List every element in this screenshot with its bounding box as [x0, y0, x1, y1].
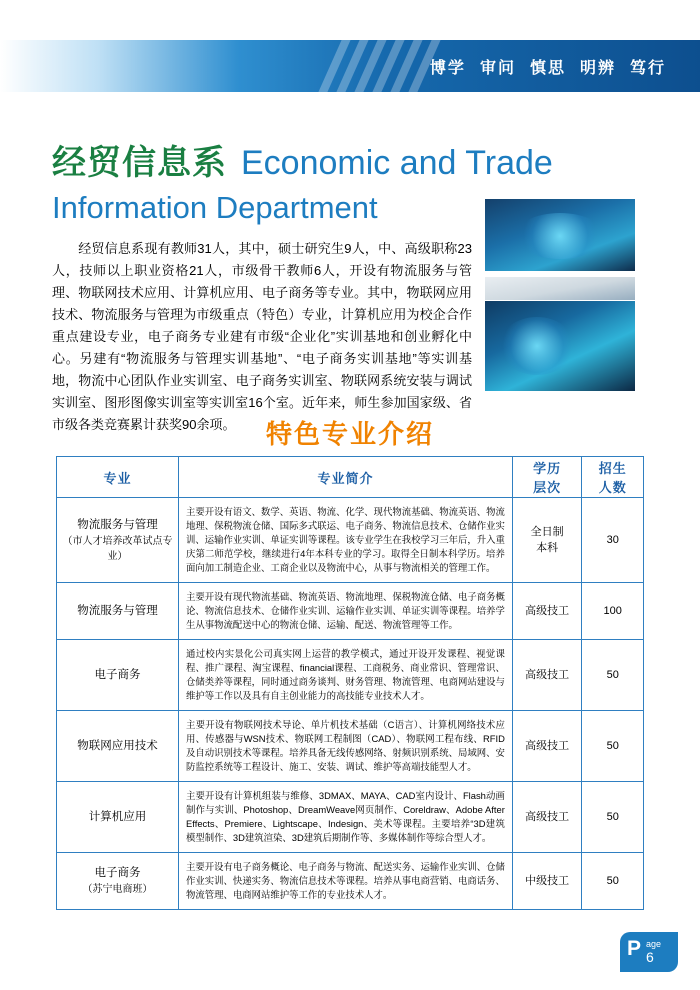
title-english-line2: Information Department	[52, 190, 378, 225]
table-header-count-line1: 招生	[598, 461, 627, 476]
row-count: 30	[582, 498, 644, 583]
page-badge-word: age	[646, 939, 662, 949]
page-header	[0, 40, 700, 92]
title-english-line1: Economic and Trade	[241, 144, 553, 182]
major-title: 物联网应用技术	[77, 739, 158, 752]
row-description: 通过校内实景化公司真实网上运营的教学模式，通过开设开发课程、视觉课程、推广课程、淘宝课程、financial课程、工商税务、商业常识、管理常识、仓储类养等课程，同时通过商务谈判、财务管理、物流管理、电商网站建设与维护等工作以及具有自主创业能力的高技能专业技术人才。	[179, 640, 513, 711]
photo-blue-display-room	[484, 300, 636, 392]
table-row	[57, 711, 644, 782]
title-line-1	[52, 140, 632, 186]
table-header-major: 专业	[57, 457, 179, 498]
row-major-name	[57, 583, 179, 640]
row-description: 主要开设有电子商务概论、电子商务与物流、配送实务、运输作业实训、仓储作业实训、快递实务、物流信息技术等课程。培养从事电商营销、电商话务、物流管理、电商网站维护等工作的专业技术人才。	[179, 853, 513, 910]
table-row	[57, 498, 644, 583]
table-header-row	[57, 457, 644, 498]
major-title: 物流服务与管理	[77, 604, 158, 617]
major-title: 计算机应用	[88, 810, 147, 823]
table-header-level-line2: 层次	[533, 480, 562, 495]
table-header-description: 专业简介	[179, 457, 513, 498]
title-chinese: 经贸信息系	[52, 144, 227, 182]
page-badge-letter: P	[627, 937, 642, 960]
major-subtitle: （苏宁电商班）	[82, 884, 153, 895]
table-row	[57, 583, 644, 640]
row-level-line1: 全日制	[530, 526, 564, 538]
row-major-name	[57, 640, 179, 711]
motto-word-3: 慎思	[529, 59, 566, 77]
row-count: 50	[582, 782, 644, 853]
row-count: 50	[582, 640, 644, 711]
table-header-count-line2: 人数	[598, 480, 627, 495]
majors-table	[56, 456, 644, 910]
table-row	[57, 782, 644, 853]
intro-text: 经贸信息系现有教师31人，其中，硕士研究生9人，中、高级职称23人，技师以上职业资格21人，市级骨干教师6人，开设有物流服务与管理、物联网技术应用、计算机应用、电子商务等专业。其中，物联网应用技术、物流服务与管理为市级重点（特色）专业，计算机应用为校企合作重点建设专业，电子商务专业建有市级“企业化”实训基地和创业孵化中心。另建有“物流服务与管理实训基地”、“电子商务实训基地”等实训基地，物流中心团队作业实训室、电子商务实训室、物联网系统安装与调试实训室、图形图像实训室等实训室16个室。近年来，师生参加国家级、省市级各类竞赛累计获奖90余项。	[52, 241, 472, 432]
department-introduction	[52, 238, 472, 436]
row-description: 主要开设有语文、数学、英语、物流、化学、现代物流基础、物流英语、物流地理、保税物流仓储、国际多式联运、电子商务、物流信息技术、仓储作业实训、运输作业实训、单证实训等课程。该专业学生在我校学习三年后，升入重庆第二师范学校，继续进行4年本科专业的学习。取得全日制本科学历。培养面向加工制造企业、工商企业以及物流中心，从事与物流相关的管理工作。	[179, 498, 513, 583]
row-level: 高级技工	[512, 782, 582, 853]
table-header-level-line1: 学历	[533, 461, 562, 476]
row-major-name	[57, 782, 179, 853]
section-heading-featured-majors: 特色专业介绍	[265, 419, 434, 449]
major-title: 电子商务	[94, 867, 141, 879]
row-description: 主要开设有现代物流基础、物流英语、物流地理、保税物流仓储、电子商务概论、物流信息技术、仓储作业实训、运输作业实训、单证实训等课程。培养学生从事物流配送中心的物流仓储、运输、配送、物流管理等工作。	[179, 583, 513, 640]
row-major-name	[57, 711, 179, 782]
major-title: 电子商务	[94, 668, 141, 681]
table-header-level	[512, 457, 582, 498]
row-count: 50	[582, 853, 644, 910]
row-level: 中级技工	[512, 853, 582, 910]
motto-word-4: 明辨	[579, 59, 616, 77]
row-major-name	[57, 498, 179, 583]
row-count: 50	[582, 711, 644, 782]
row-major-name	[57, 853, 179, 910]
header-motto	[430, 40, 666, 92]
row-level: 高级技工	[512, 711, 582, 782]
motto-word-2: 审问	[479, 59, 516, 77]
row-count: 100	[582, 583, 644, 640]
row-level: 高级技工	[512, 640, 582, 711]
page-badge-number: 6	[646, 949, 654, 965]
row-level	[512, 498, 582, 583]
table-header-count	[582, 457, 644, 498]
table-row	[57, 640, 644, 711]
major-title: 物流服务与管理	[77, 518, 158, 531]
majors-table-container	[56, 456, 644, 910]
table-row	[57, 853, 644, 910]
motto-word-1: 博学	[429, 59, 466, 77]
row-level: 高级技工	[512, 583, 582, 640]
major-subtitle: （市人才培养改革试点专业）	[62, 535, 173, 562]
motto-word-5: 笃行	[629, 59, 666, 77]
page-number-badge	[620, 932, 678, 972]
photo-exhibition-hall	[484, 198, 636, 272]
row-level-line2: 本科	[536, 542, 559, 554]
row-description: 主要开设有计算机组装与维修、3DMAX、MAYA、CAD室内设计、Flash动画制作与实训、Photoshop、DreamWeave网页制作、Coreldraw、Adobe After Effects、Premiere、Lightscape、Indesign、美术等课程。主要培养“3D建筑模型制作、3D建筑渲染、3D建筑后期制作等、多媒体制作等综合型人才。	[179, 782, 513, 853]
row-description: 主要开设有物联网技术导论、单片机技术基础（C语言）、计算机网络技术应用、传感器与WSN技术、物联网工程制图（CAD）、物联网工程布线、RFID及自动识别技术等课程。培养具备无线传感网络、射频识别系统、局域网、安防监控系统等工程设计、施工、安装、调试、维护等高端技能型人才。	[179, 711, 513, 782]
